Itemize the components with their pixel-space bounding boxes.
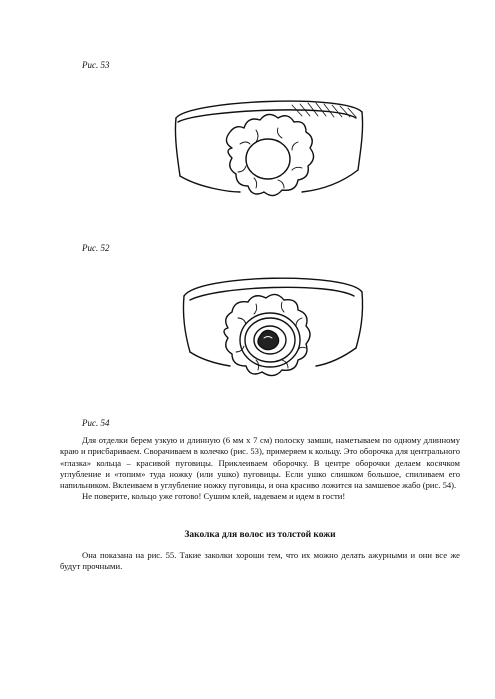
paragraph: Не поверите, кольцо уже готово! Сушим клей, надеваем и идем в гости! [82,491,346,502]
body-text [60,435,460,503]
paragraph: Для отделки берем узкую и длинную (6 мм х 7 см) полоску замши, наметываем по одному длинному краю и присбариваем. Сворачиваем в колечко (рис. 53), примеряем к кольцу. Это оборочка для центрального «глазка» кольца – красивой пуговицы. Приклеиваем оборочку. В центре оборочки делаем косячком углубление и «топим» туда ножку (или ушко) пуговицы. Если ушко слишком большое, спиливаем его напильником. Вклеиваем в углубление ножку пуговицы, и она красиво ложится на замшевое жабо (рис. 54). [60,435,460,491]
figure-52-caption: Рис. 52 [82,243,110,253]
figure-54-caption: Рис. 54 [82,418,110,428]
ring-button-illustration [178,268,368,408]
section-text [60,550,460,573]
figure-53-caption: Рис. 53 [82,60,110,70]
ring-ruffle-illustration [170,92,370,232]
section-heading: Заколка для волос из толстой кожи [184,530,336,540]
paragraph: Она показана на рис. 55. Такие заколки хороши тем, что их можно делать ажурными и они все же будут прочными. [60,550,460,572]
